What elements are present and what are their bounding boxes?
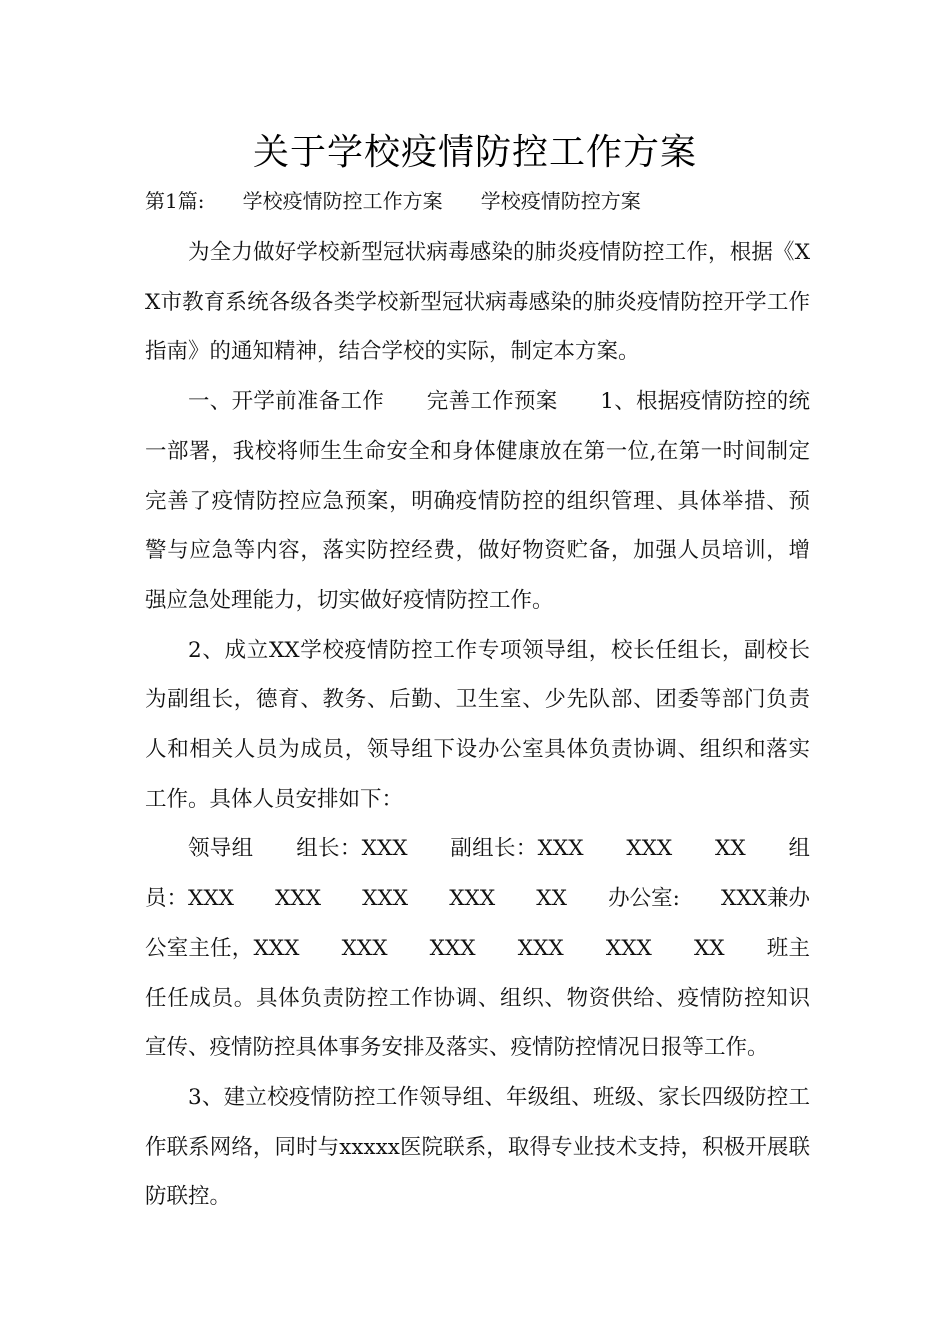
paragraph-preparation: 一、开学前准备工作 完善工作预案 1、根据疫情防控的统一部署，我校将师生生命安全和身体健康放在第一位,在第一时间制定完善了疫情防控应急预案，明确疫情防控的组织管理、具体举措、预警与应急等内容，落实防控经费，做好物资贮备，加强人员培训，增强应急处理能力，切实做好疫情防控工作。 [145,389,810,613]
paragraph-intro: 为全力做好学校新型冠状病毒感染的肺炎疫情防控工作，根据《XX市教育系统各级各类学校新型冠状病毒感染的肺炎疫情防控开学工作指南》的通知精神，结合学校的实际，制定本方案。 [145,240,810,365]
document-body [145,228,810,1222]
paragraph-personnel: 领导组 组长：XXX 副组长：XXX XXX XX 组员：XXX XXX XXX XXX XX 办公室: XXX兼办公室主任，XXX XXX XXX XXX XXX XX 班主任任成员。具体负责防控工作协调、组织、物资供给、疫情防控知识宣传、疫情防控具体事务安排及落实、疫情防控情况日报等工作。 [145,836,810,1061]
document-title: 关于学校疫情防控工作方案 [252,132,697,173]
paragraph-network: 3、建立校疫情防控工作领导组、年级组、班级、家长四级防控工作联系网络，同时与xxxxx医院联系，取得专业技术支持，积极开展联防联控。 [145,1084,810,1210]
document-subtitle: 第1篇: 学校疫情防控工作方案 学校疫情防控方案 [145,189,641,213]
paragraph-leadership-group: 2、成立XX学校疫情防控工作专项领导组，校长任组长，副校长为副组长，德育、教务、后勤、卫生室、少先队部、团委等部门负责人和相关人员为成员，领导组下设办公室具体负责协调、组织和落实工作。具体人员安排如下： [145,637,810,812]
